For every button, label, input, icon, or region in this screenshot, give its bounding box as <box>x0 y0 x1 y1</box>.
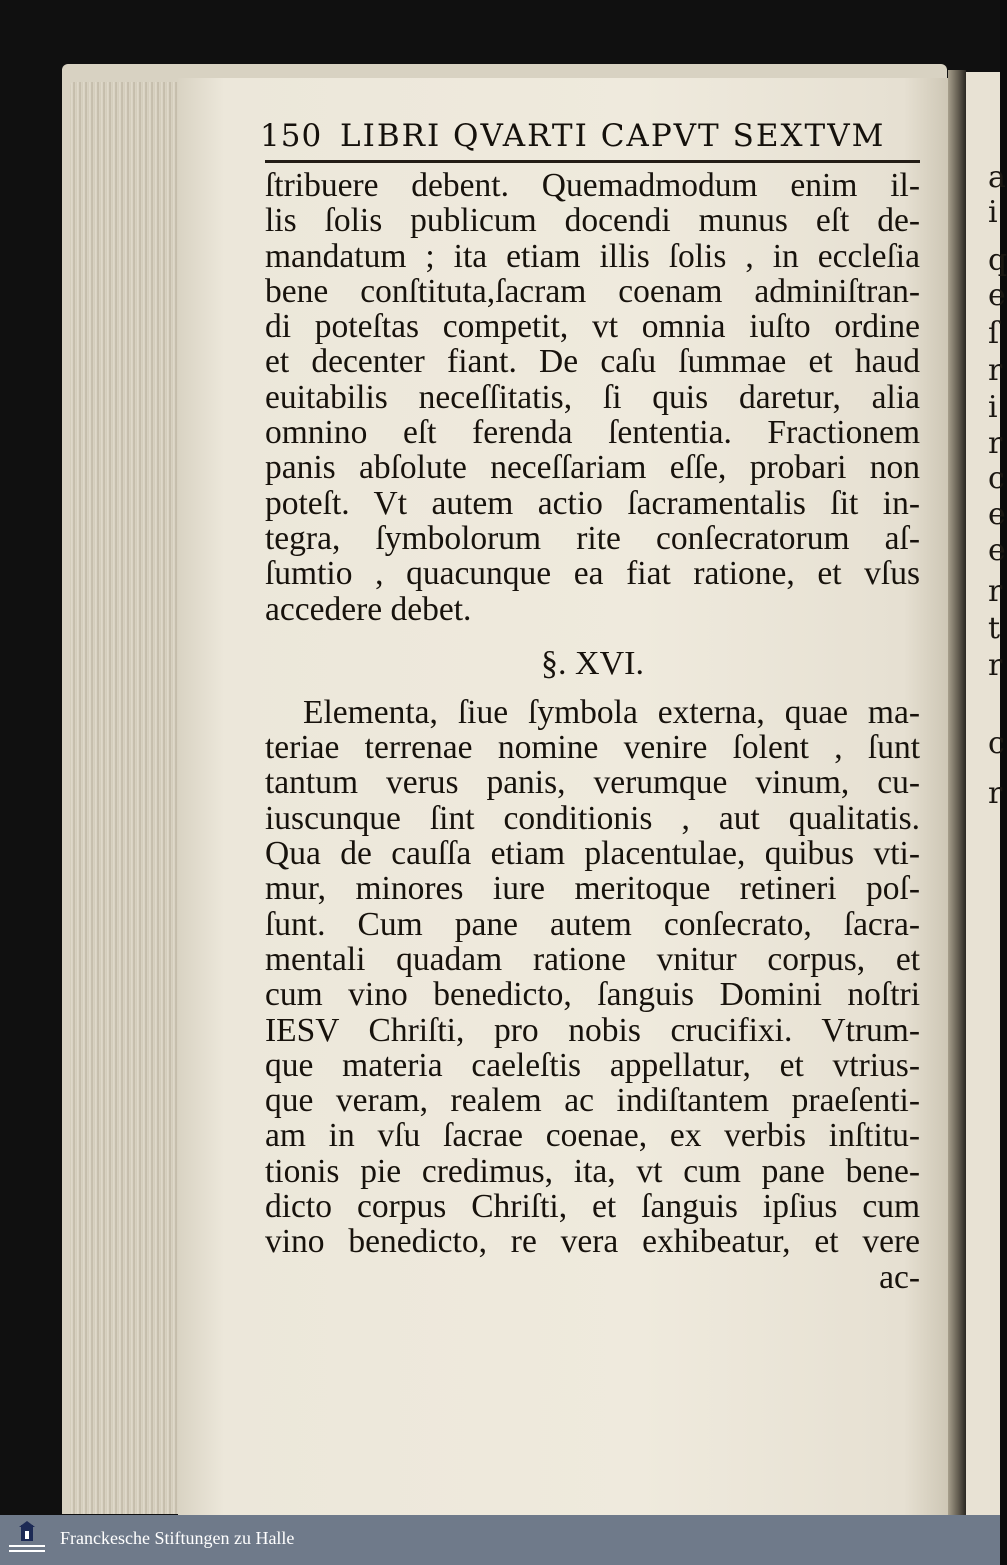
book-gutter <box>948 70 966 1515</box>
text-line: bene conſtituta,ſacram coenam adminiſtran- <box>265 272 920 310</box>
text-line: iuscunque ſint conditionis , aut qualitatis. <box>265 799 920 837</box>
facing-page-letter: r <box>988 776 1003 811</box>
text-line: IESV Chriſti, pro nobis crucifixi. Vtrum- <box>265 1011 920 1049</box>
foundation-logo-icon <box>6 1519 48 1561</box>
facing-page-letter: c <box>988 461 1005 496</box>
facing-page-letter: e <box>988 497 1006 532</box>
text-line: que materia caeleſtis appellatur, et vtrius- <box>265 1046 920 1084</box>
section-heading: §. XVI. <box>541 644 644 682</box>
text-line: mur, minores iure meritoque retineri poſ- <box>265 870 920 908</box>
text-line: Qua de cauſſa etiam placentulae, quibus vti- <box>265 835 920 873</box>
text-line: poteſt. Vt autem actio ſacramentalis ſit in- <box>265 484 920 522</box>
text-line: vino benedicto, re vera exhibeatur, et vere <box>265 1223 920 1261</box>
text-line: Elementa, ſiue ſymbola externa, quae ma- <box>303 693 920 731</box>
page-header <box>260 118 920 158</box>
facing-page-letter: r <box>988 648 1003 683</box>
text-line: et decenter fiant. De caſu ſummae et haud <box>265 343 920 381</box>
text-line: dicto corpus Chriſti, et ſanguis ipſius cum <box>265 1188 920 1226</box>
text-line: tionis pie credimus, ita, vt cum pane bene- <box>265 1152 920 1190</box>
page-fore-edge <box>70 82 190 1514</box>
footer-credit: Franckesche Stiftungen zu Halle <box>60 1528 295 1548</box>
facing-page-letter: i <box>988 195 998 230</box>
text-line: panis abſolute neceſſariam eſſe, probari non <box>265 449 920 487</box>
text-line: omnino eſt ferenda ſententia. Fractionem <box>265 414 920 452</box>
catchword: ac- <box>879 1258 920 1296</box>
page-number: 150 <box>260 118 323 154</box>
text-line: accedere debet. <box>265 590 472 628</box>
text-line: di poteſtas competit, vt omnia iuſto ordine <box>265 308 920 346</box>
text-line: euitabilis neceſſitatis, ſi quis daretur, alia <box>265 378 920 416</box>
text-line: ſumtio , quacunque ea fiat ratione, et vſus <box>265 555 920 593</box>
facing-page-letter: e <box>988 533 1006 568</box>
facing-page-letter: r <box>988 574 1003 609</box>
facing-page-letter: ſ <box>988 316 1000 351</box>
text-line: que veram, realem ac indiſtantem praeſenti- <box>265 1082 920 1120</box>
facing-page-letter: c <box>988 726 1005 761</box>
text-line: tegra, ſymbolorum rite conſecratorum aſ- <box>265 519 920 557</box>
facing-page-letter: r <box>988 353 1003 388</box>
text-line: teriae terrenae nomine venire ſolent , ſunt <box>265 729 920 767</box>
facing-page-letter: e <box>988 278 1006 313</box>
facing-page-letter: q <box>988 243 1007 278</box>
text-line: ſtribuere debent. Quemadmodum enim il- <box>265 167 920 204</box>
page-text <box>265 168 920 1295</box>
header-rule <box>265 160 920 163</box>
facing-page-letter: a <box>988 160 1006 195</box>
text-line: cum vino benedicto, ſanguis Domini noſtri <box>265 976 920 1014</box>
text-line: mandatum ; ita etiam illis ſolis , in eccleſia <box>265 237 920 275</box>
text-line: am in vſu ſacrae coenae, ex verbis inſtitu- <box>265 1117 920 1155</box>
text-line: tantum verus panis, verumque vinum, cu- <box>265 764 920 802</box>
text-line: lis ſolis publicum docendi munus eſt de- <box>265 202 920 240</box>
text-line: ſunt. Cum pane autem conſecrato, ſacra- <box>265 905 920 943</box>
facing-page-letter: i <box>988 390 998 425</box>
facing-page-letter: t <box>988 611 1001 646</box>
facing-page-letter: r <box>988 426 1003 461</box>
text-line: mentali quadam ratione vnitur corpus, et <box>265 940 920 978</box>
running-title: LIBRI QVARTI CAPVT SEXTVM <box>340 118 886 154</box>
